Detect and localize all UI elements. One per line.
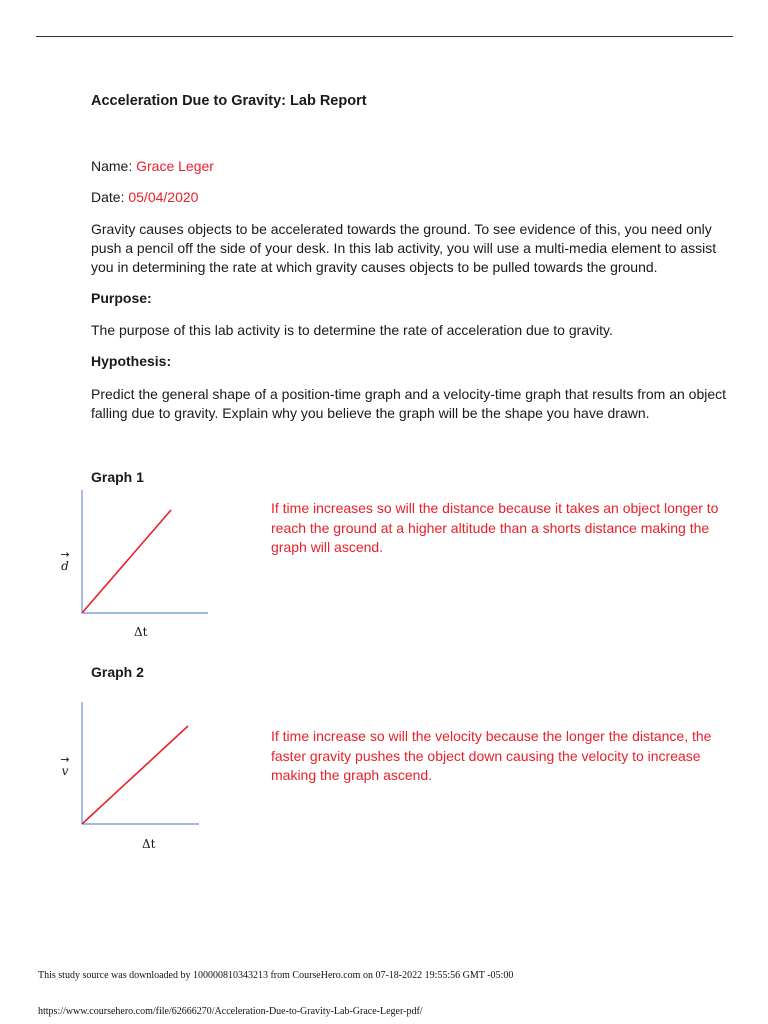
intro-line: push a pencil off the side of your desk. In this lab activity, you will use a multi-media element to assist bbox=[91, 240, 717, 256]
graph1-heading: Graph 1 bbox=[91, 469, 144, 485]
purpose-heading: Purpose: bbox=[91, 290, 152, 306]
graph2-x-label: Δt bbox=[142, 837, 156, 851]
name-value: Grace Leger bbox=[136, 158, 214, 174]
date-line bbox=[91, 189, 198, 205]
hypothesis-line: Predict the general shape of a position-time graph and a velocity-time graph that results from an object bbox=[91, 386, 727, 402]
answer-line: If time increase so will the velocity because the longer the distance, the bbox=[271, 728, 712, 744]
graph2-answer bbox=[271, 727, 741, 786]
answer-line: If time increases so will the distance because it takes an object longer to bbox=[271, 500, 719, 516]
intro-paragraph bbox=[91, 220, 731, 277]
graph1-x-label: Δt bbox=[134, 625, 148, 639]
graph2-y-label: → v bbox=[60, 753, 70, 778]
purpose-text: The purpose of this lab activity is to determine the rate of acceleration due to gravity. bbox=[91, 322, 613, 338]
hypothesis-line: falling due to gravity. Explain why you believe the graph will be the shape you have drawn. bbox=[91, 405, 650, 421]
page-title: Acceleration Due to Gravity: Lab Report bbox=[91, 93, 367, 109]
answer-line: faster gravity pushes the object down causing the velocity to increase bbox=[271, 747, 701, 764]
intro-line: Gravity causes objects to be accelerated towards the ground. To see evidence of this, you need only bbox=[91, 221, 712, 237]
graph1-trend-line bbox=[82, 510, 171, 613]
graph2-plot bbox=[78, 700, 203, 830]
answer-line: making the graph ascend. bbox=[271, 767, 433, 783]
date-value: 05/04/2020 bbox=[128, 189, 199, 205]
graph1-answer bbox=[271, 499, 741, 558]
intro-line: you in determining the rate at which gravity causes objects to be pulled towards the ground. bbox=[91, 259, 658, 275]
graph2-trend-line bbox=[82, 726, 188, 824]
hypothesis-paragraph bbox=[91, 385, 731, 423]
hypothesis-heading: Hypothesis: bbox=[91, 353, 172, 369]
date-label: Date: bbox=[91, 189, 125, 205]
name-line bbox=[91, 158, 214, 174]
vector-arrow-icon: → bbox=[60, 753, 70, 766]
graph1-plot bbox=[78, 488, 213, 618]
answer-line: reach the ground at a higher altitude than a shorts distance making the bbox=[271, 519, 710, 536]
vector-arrow-icon: → bbox=[60, 548, 70, 561]
top-rule bbox=[36, 36, 733, 37]
download-notice: This study source was downloaded by 100000810343213 from CourseHero.com on 07-18-2022 19:55:56 GMT -05:00 bbox=[38, 970, 514, 981]
graph1-y-label: → d bbox=[60, 548, 70, 573]
source-url-link[interactable]: https://www.coursehero.com/file/62666270/Acceleration-Due-to-Gravity-Lab-Grace-Leger-pdf/ bbox=[38, 1006, 423, 1017]
name-label: Name: bbox=[91, 158, 133, 174]
answer-line: graph will ascend. bbox=[271, 539, 384, 555]
graph2-heading: Graph 2 bbox=[91, 664, 144, 680]
